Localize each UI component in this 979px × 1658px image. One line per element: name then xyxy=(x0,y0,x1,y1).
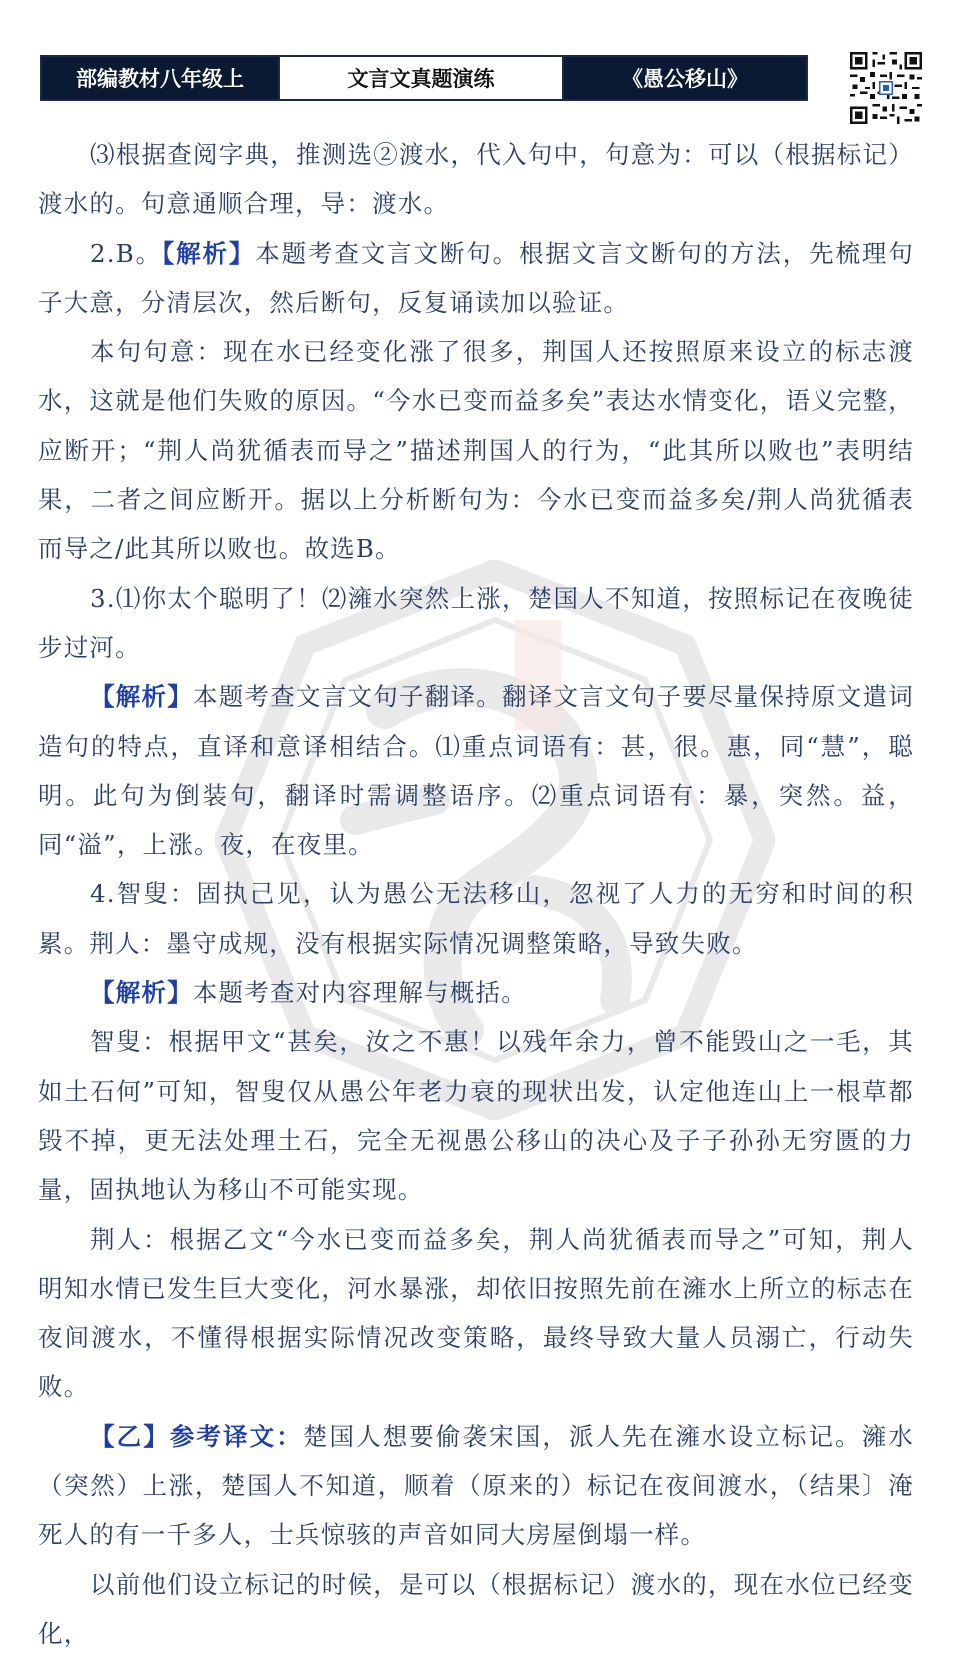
answer-paragraph-5 xyxy=(38,672,914,869)
paragraph-text: 楚国人想要偷袭宋国，派人先在澭水设立标记。澭水（突然）上涨，楚国人不知道，顺着（原来的）标记在夜间渡水，（结果〕淹死人的有一千多人，士兵惊骇的声音如同大房屋倒塌一样。 xyxy=(38,1421,914,1550)
paragraph-text: 3.⑴你太个聪明了！⑵澭水突然上涨，楚国人不知道，按照标记在夜晚徒步过河。 xyxy=(38,583,914,662)
paragraph-text: 4.智叟：固执己见，认为愚公无法移山，忽视了人力的无穷和时间的积累。荆人：墨守成规，没有根据实际情况调整策略，导致失败。 xyxy=(38,879,914,958)
header-lesson-title: 《愚公移山》 xyxy=(564,57,806,99)
header-grade-label: 部编教材八年级上 xyxy=(42,57,278,99)
paragraph-text: 本题考查文言文句子翻译。翻译文言文句子要尽量保持原文遣词造句的特点，直译和意译相结合。⑴重点词语有：甚，很。惠，同“慧”，聪明。此句为倒装句，翻译时需调整语序。⑵重点词语有：暴，突然。益，同“溢”，上涨。夜，在夜里。 xyxy=(38,682,914,860)
analysis-tag: 【解析】 xyxy=(90,682,194,712)
analysis-tag: 【解析】 xyxy=(162,238,256,268)
header-bar xyxy=(40,55,808,101)
translation-tag: 【乙】参考译文： xyxy=(90,1421,303,1451)
paragraph-text: 以前他们设立标记的时候，是可以（根据标记）渡水的，现在水位已经变化， xyxy=(38,1569,914,1648)
qr-code-icon[interactable] xyxy=(850,52,922,124)
paragraph-text: 智叟：根据甲文“甚矣，汝之不惠！以残年余力，曾不能毁山之一毛，其如土石何”可知，智叟仅从愚公年老力衰的现状出发，认定他连山上一根草都毁不掉，更无法处理土石，完全无视愚公移山的决心及子子孙孙无穷匮的力量，固执地认为移山不可能实现。 xyxy=(38,1027,914,1205)
paragraph-text: 荆人：根据乙文“今水已变而益多矣，荆人尚犹循表而导之”可知，荆人明知水情已发生巨大变化，河水暴涨，却依旧按照先前在澭水上所立的标志在夜间渡水，不懂得根据实际情况改变策略，最终导致大量人员溺亡，行动失败。 xyxy=(38,1224,914,1402)
answer-paragraph-1 xyxy=(38,130,914,229)
paragraph-text: ⑶根据查阅字典，推测选②渡水，代入句中，句意为：可以（根据标记）渡水的。句意通顺合理，导：渡水。 xyxy=(38,140,914,219)
translation-paragraph-1 xyxy=(38,1412,914,1560)
answer-paragraph-9 xyxy=(38,1215,914,1412)
translation-paragraph-2 xyxy=(38,1560,914,1658)
document-body xyxy=(38,130,914,1658)
paragraph-text: 本题考查对内容理解与概括。 xyxy=(192,978,527,1008)
answer-paragraph-8 xyxy=(38,1017,914,1214)
paragraph-text: 本题考查文言文断句。根据文言文断句的方法，先梳理句子大意，分清层次，然后断句，反复诵读加以验证。 xyxy=(38,238,914,317)
answer-paragraph-7 xyxy=(38,968,914,1017)
answer-paragraph-3 xyxy=(38,327,914,573)
question-number: 2.B。 xyxy=(90,238,163,268)
paragraph-text: 本句句意：现在水已经变化涨了很多，荆国人还按照原来设立的标志渡水，这就是他们失败的原因。“今水已变而益多矣”表达水情变化，语义完整，应断开；“荆人尚犹循表而导之”描述荆国人的行为，“此其所以败也”表明结果，二者之间应断开。据以上分析断句为：今水已变而益多矣/荆人尚犹循表而导之/此其所以败也。故选B。 xyxy=(38,337,914,564)
answer-paragraph-4 xyxy=(38,574,914,673)
analysis-tag: 【解析】 xyxy=(90,978,193,1008)
answer-paragraph-6 xyxy=(38,869,914,968)
answer-paragraph-2 xyxy=(38,229,914,328)
header-section-title: 文言文真题演练 xyxy=(278,57,564,99)
